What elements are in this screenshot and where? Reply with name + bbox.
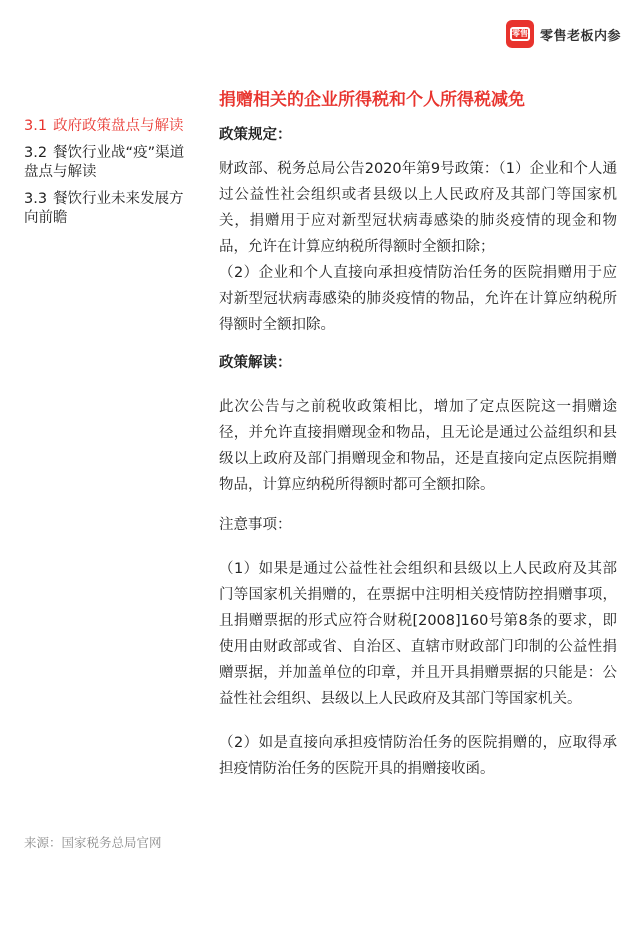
interpretation-heading: 政策解读： <box>219 355 292 371</box>
notes-paragraph: （1）如果是通过公益性社会组织和县级以上人民政府及其部门等国家机关捐赠的，在票据中注明相关疫情防控捐赠事项，且捐赠票据的形式应符合财税[2008]160号第8条的要求，即使用由财政部或省、自治区、直辖市财政部门印制的公益性捐赠票据，并加盖单位的印章，并且开具捐赠票据的只能是：公益性社会组织、县级以上人民政府及其部门等国家机关。 <box>219 561 617 707</box>
main-content <box>219 88 617 782</box>
sidebar-item-future-outlook[interactable] <box>24 190 192 228</box>
sidebar-nav <box>24 117 192 236</box>
brand-badge-icon <box>506 20 534 48</box>
notes-paragraph: （2）如是直接向承担疫情防治任务的医院捐赠的，应取得承担疫情防治任务的医院开具的捐赠接收函。 <box>219 735 617 777</box>
interpretation-paragraph: 此次公告与之前税收政策相比，增加了定点医院这一捐赠途径，并允许直接捐赠现金和物品，且无论是通过公益组织和县级以上政府及部门捐赠现金和物品，还是直接向定点医院捐赠物品，计算应纳税所得额时都可全额扣除。 <box>219 399 617 493</box>
sidebar-item-policy-review[interactable] <box>24 117 192 136</box>
brand-badge-text: 零售 <box>510 27 530 41</box>
sidebar-item-channel-review[interactable] <box>24 144 192 182</box>
sidebar-item-number: 3.1 <box>24 118 48 134</box>
page-title: 捐赠相关的企业所得税和个人所得税减免 <box>219 90 525 110</box>
policy-heading: 政策规定： <box>219 127 292 143</box>
sidebar-item-number: 3.3 <box>24 191 48 207</box>
sidebar-item-label: 餐饮行业未来发展方向前瞻 <box>24 191 184 226</box>
sidebar-item-label: 政府政策盘点与解读 <box>53 118 184 134</box>
brand-name: 零售老板内参 <box>539 28 621 44</box>
source-note: 来源：国家税务总局官网 <box>24 835 162 850</box>
policy-paragraph: （2）企业和个人直接向承担疫情防治任务的医院捐赠用于应对新型冠状病毒感染的肺炎疫情的物品，允许在计算应纳税所得额时全额扣除。 <box>219 265 617 333</box>
policy-paragraph: 财政部、税务总局公告2020年第9号政策：（1）企业和个人通过公益性社会组织或者县级以上人民政府及其部门等国家机关，捐赠用于应对新型冠状病毒感染的肺炎疫情的现金和物品，允许在计算应纳税所得额时全额扣除； <box>219 161 617 255</box>
brand-logo <box>506 20 621 48</box>
sidebar-item-label: 餐饮行业战“疫”渠道盘点与解读 <box>24 145 185 180</box>
notes-heading: 注意事项： <box>219 517 292 533</box>
sidebar-item-number: 3.2 <box>24 145 48 161</box>
